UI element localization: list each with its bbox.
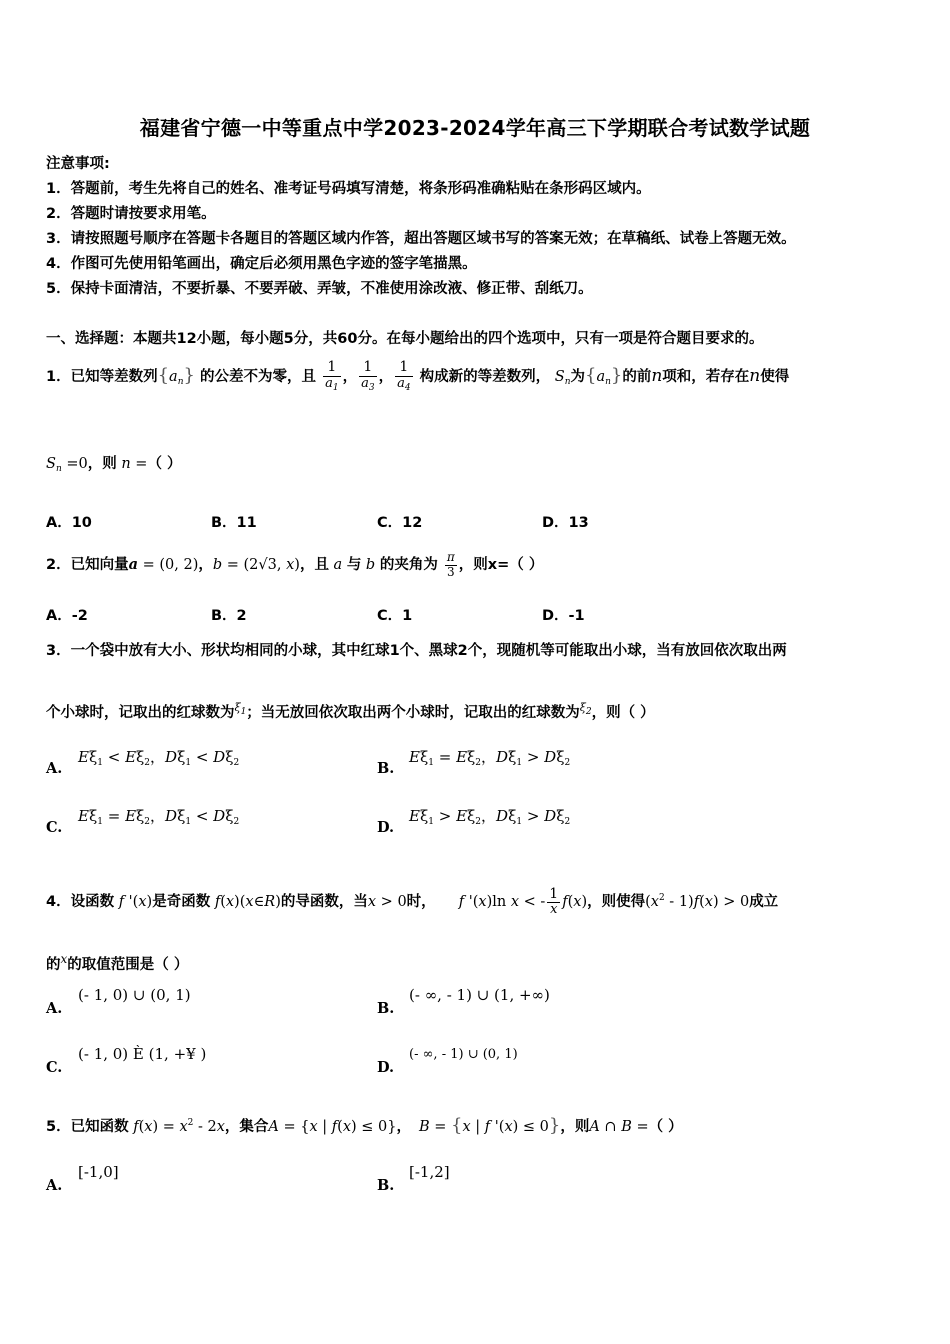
question-4-line-2: 的$^x$的取值范围是（ ） <box>46 952 189 973</box>
q4-option-a-expr: (- 1, 0) ∪ (0, 1) <box>78 986 191 1004</box>
q3-option-c-label[interactable]: C. <box>46 819 63 836</box>
q4-option-d-label[interactable]: D. <box>377 1059 395 1076</box>
q1-option-b[interactable]: B．11 <box>211 515 257 531</box>
question-3-line-2: 个小球时，记取出的红球数为$^{\xi_1}$；当无放回依次取出两个小球时，记取出的红球数为$^{\xi_2}$，则（ ） <box>46 701 655 721</box>
exam-title: 福建省宁德一中等重点中学2023-2024学年高三下学期联合考试数学试题 <box>139 116 811 140</box>
question-4-line-1: 4．设函数 f '(x)是奇函数 f(x)(x∈R)的导函数，当x > 0时， f '(x)ln x < - $\frac{1}{x}$ f(x)，则使得$(x^2 - 1)f(x) > 0$成立 <box>46 885 779 918</box>
question-2-line: 2．已知向量a = (0, 2)，b = (2√3, x)，且 a 与 b 的夹角为 $\frac{\pi}{3}$ ，则x=（ ） <box>46 550 544 579</box>
question-3-line-1: 3．一个袋中放有大小、形状均相同的小球，其中红球1个、黑球2个，现随机等可能取出小球，当有放回依次取出两 <box>46 643 787 659</box>
q1-option-a[interactable]: A．10 <box>46 515 92 531</box>
q3-option-c-expr: $E\xi_1 = E\xi_2$，$D\xi_1 < D\xi_2$ <box>78 807 240 827</box>
q5-option-a-label[interactable]: A. <box>46 1177 63 1194</box>
q4-option-b-expr: (- ∞, - 1) ∪ (1, +∞) <box>409 986 550 1004</box>
q4-option-b-label[interactable]: B. <box>377 1000 395 1017</box>
q2-option-d[interactable]: D．-1 <box>542 608 585 624</box>
question-1-line-1: 1．已知等差数列$\{a_n\}$ 的公差不为零，且 $\frac{1}{a_1}$ ， $\frac{1}{a_3}$ ， $\frac{1}{a_4}$ 构成新的等差数列， $S_n$为$\{a_n\}$的前n项和，若存在n使得 <box>46 359 790 393</box>
notice-item-3: 3．请按照题号顺序在答题卡各题目的答题区域内作答，超出答题区域书写的答案无效；在草稿纸、试卷上答题无效。 <box>46 231 796 247</box>
q4-option-d-expr: (- ∞, - 1) ∪ (0, 1) <box>409 1047 518 1062</box>
notice-item-1: 1．答题前，考生先将自己的姓名、准考证号码填写清楚，将条形码准确粘贴在条形码区域内。 <box>46 181 651 197</box>
notice-item-2: 2．答题时请按要求用笔。 <box>46 206 216 222</box>
q3-option-b-expr: $E\xi_1 = E\xi_2$，$D\xi_1 > D\xi_2$ <box>409 748 571 768</box>
section-heading: 一、选择题：本题共12小题，每小题5分，共60分。在每小题给出的四个选项中，只有一项是符合题目要求的。 <box>46 331 764 347</box>
q3-option-d-expr: $E\xi_1 > E\xi_2$，$D\xi_1 > D\xi_2$ <box>409 807 571 827</box>
notice-heading: 注意事项: <box>46 156 110 172</box>
question-1-line-2: $S_n =0$，则 n =（ ） <box>46 456 182 474</box>
q5-option-b-label[interactable]: B. <box>377 1177 395 1194</box>
q5-option-a-expr: [-1,0] <box>78 1163 119 1181</box>
question-5-line: 5．已知函数 $f(x) = x^2 - 2x$，集合A = {x | f(x) ≤ 0}， B = {x | f '(x) ≤ 0}，则A ∩ B =（ ） <box>46 1115 683 1136</box>
q2-option-b[interactable]: B．2 <box>211 608 247 624</box>
notice-item-5: 5．保持卡面清洁，不要折暴、不要弄破、弄皱，不准使用涂改液、修正带、刮纸刀。 <box>46 281 593 297</box>
q5-option-b-expr: [-1,2] <box>409 1163 450 1181</box>
q2-option-a[interactable]: A．-2 <box>46 608 88 624</box>
notice-item-4: 4．作图可先使用铅笔画出，确定后必须用黑色字迹的签字笔描黑。 <box>46 256 477 272</box>
q4-option-c-expr: (- 1, 0) È (1, +¥ ) <box>78 1045 207 1063</box>
q3-option-d-label[interactable]: D. <box>377 819 395 836</box>
q1-option-c[interactable]: C．12 <box>377 515 423 531</box>
q3-option-a-expr: $E\xi_1 < E\xi_2$，$D\xi_1 < D\xi_2$ <box>78 748 240 768</box>
q3-option-b-label[interactable]: B. <box>377 760 395 777</box>
q1-option-d[interactable]: D．13 <box>542 515 589 531</box>
q2-option-c[interactable]: C．1 <box>377 608 413 624</box>
q4-option-a-label[interactable]: A. <box>46 1000 63 1017</box>
q3-option-a-label[interactable]: A. <box>46 760 63 777</box>
q4-option-c-label[interactable]: C. <box>46 1059 63 1076</box>
